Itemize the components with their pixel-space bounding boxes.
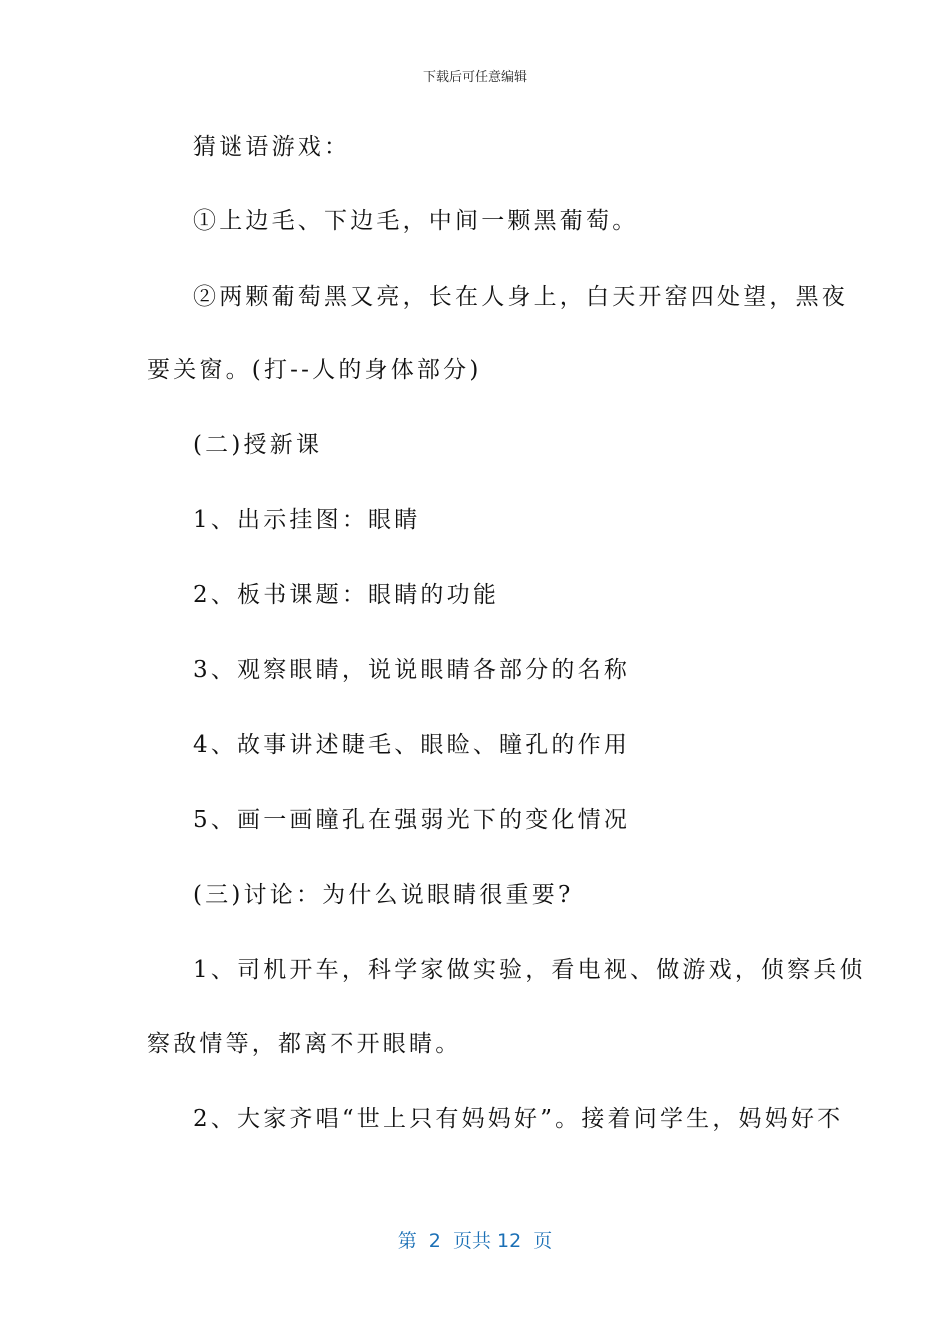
text-line-discuss-2: 2、大家齐唱“世上只有妈妈好”。接着问学生，妈妈好不: [193, 1106, 844, 1132]
text-line-discuss-1-cont: 察敌情等，都离不开眼睛。: [147, 1031, 462, 1057]
text-line-step-4: 4、故事讲述睫毛、眼睑、瞳孔的作用: [193, 732, 631, 758]
text-line-riddle-title: 猜谜语游戏：: [193, 134, 351, 160]
text-line-step-3: 3、观察眼睛，说说眼睛各部分的名称: [193, 657, 631, 683]
text-line-section-2: (二)授新课: [193, 432, 323, 458]
text-line-step-2: 2、板书课题：眼睛的功能: [193, 582, 500, 608]
text-line-riddle-2: ②两颗葡萄黑又亮，长在人身上，白天开窑四处望，黑夜: [193, 284, 848, 310]
text-line-discuss-1: 1、司机开车，科学家做实验，看电视、做游戏，侦察兵侦: [193, 957, 866, 983]
text-line-step-5: 5、画一画瞳孔在强弱光下的变化情况: [193, 807, 631, 833]
page-number-footer: 第 2 页共 12 页: [397, 1230, 553, 1252]
text-line-section-3: (三)讨论：为什么说眼睛很重要?: [193, 882, 574, 908]
text-line-riddle-1: ①上边毛、下边毛，中间一颗黑葡萄。: [193, 208, 639, 234]
text-line-step-1: 1、出示挂图：眼睛: [193, 507, 421, 533]
header-note: 下载后可任意编辑: [422, 70, 527, 85]
text-line-riddle-2-cont: 要关窗。(打--人的身体部分): [147, 357, 482, 383]
